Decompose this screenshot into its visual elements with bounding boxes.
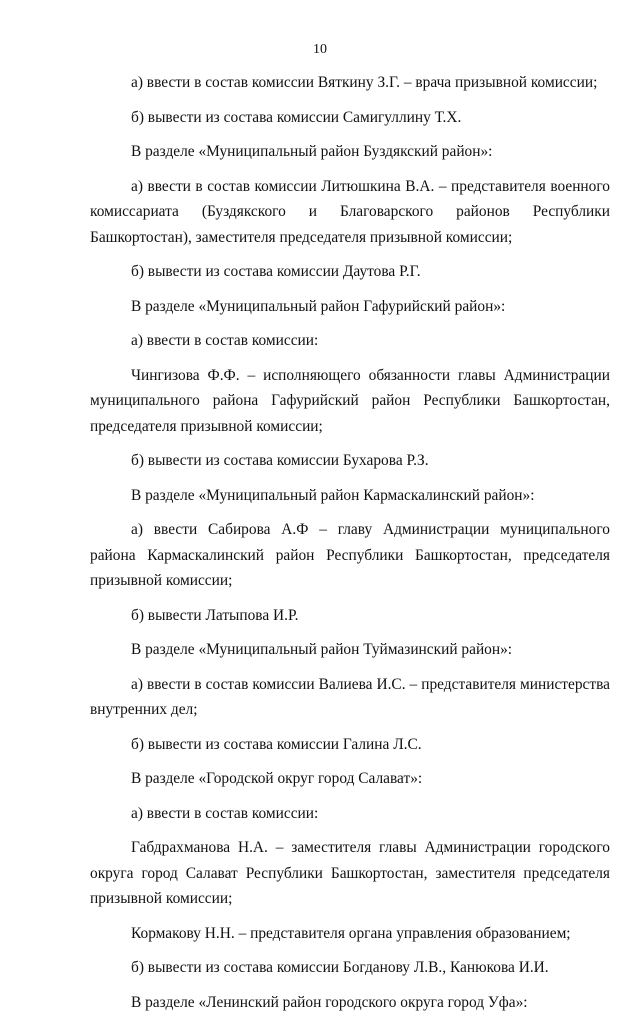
section-heading-karmaskaly: В разделе «Муниципальный район Кармаскалинский район»: [131,486,535,504]
paragraph-vyatkina: а) ввести в состав комиссии Вяткину З.Г. – врача призывной комиссии; [131,74,598,91]
document-body [90,70,610,1024]
section-heading-gafuri: В разделе «Муниципальный район Гафурийский район»: [131,297,506,315]
section-heading-buzdyak: В разделе «Муниципальный район Буздякский район»: [131,143,493,160]
page-number: 10 [313,42,327,57]
paragraph-salavat-add: а) ввести в состав комиссии: [131,804,319,822]
paragraph-bogdanova-kanyukov: б) вывести из состава комиссии Богданову Л.В., Канюкова И.И. [131,959,549,976]
paragraph-chingizov: Чингизова Ф.Ф. – исполняющего обязанности главы Администрации муниципального района Гафурийский район Республики Башкортостан, председателя призывной комиссии; [90,366,610,435]
paragraph-sabirov: а) ввести Сабирова А.Ф – главу Администрации муниципального района Кармаскалинский район Республики Башкортостан, председателя призывной комиссии; [90,521,610,589]
paragraph-latypov: б) вывести Латыпова И.Р. [131,606,299,624]
paragraph-valiev: а) ввести в состав комиссии Валиева И.С. – представителя министерства внутренних дел; [90,675,610,718]
paragraph-bukharov: б) вывести из состава комиссии Бухарова Р.З. [131,452,429,469]
section-heading-tuymazy: В разделе «Муниципальный район Туймазинский район»: [131,641,513,658]
paragraph-galin: б) вывести из состава комиссии Галина Л.С. [131,735,422,753]
section-heading-salavat: В разделе «Городской округ город Салават»: [131,770,423,787]
paragraph-gabdrakhmanov: Габдрахманова Н.А. – заместителя главы Администрации городского округа город Салават Республики Башкортостан, заместителя председателя призывной комиссии; [90,839,610,907]
paragraph-samigullina: б) вывести из состава комиссии Самигуллину Т.Х. [131,108,462,126]
paragraph-gafuri-add: а) ввести в состав комиссии: [131,332,319,349]
section-heading-leninsky: В разделе «Ленинский район городского округа город Уфа»: [131,993,528,1011]
paragraph-lityushkin: а) ввести в состав комиссии Литюшкина В.А. – представителя военного комиссариата (Буздякского и Благоварского районов Республики Башкортостан), заместителя председателя призывной комиссии; [90,177,610,246]
paragraph-kormakova: Кормакову Н.Н. – представителя органа управления образованием; [131,924,571,942]
paragraph-dautov: б) вывести из состава комиссии Даутова Р.Г. [131,263,421,280]
